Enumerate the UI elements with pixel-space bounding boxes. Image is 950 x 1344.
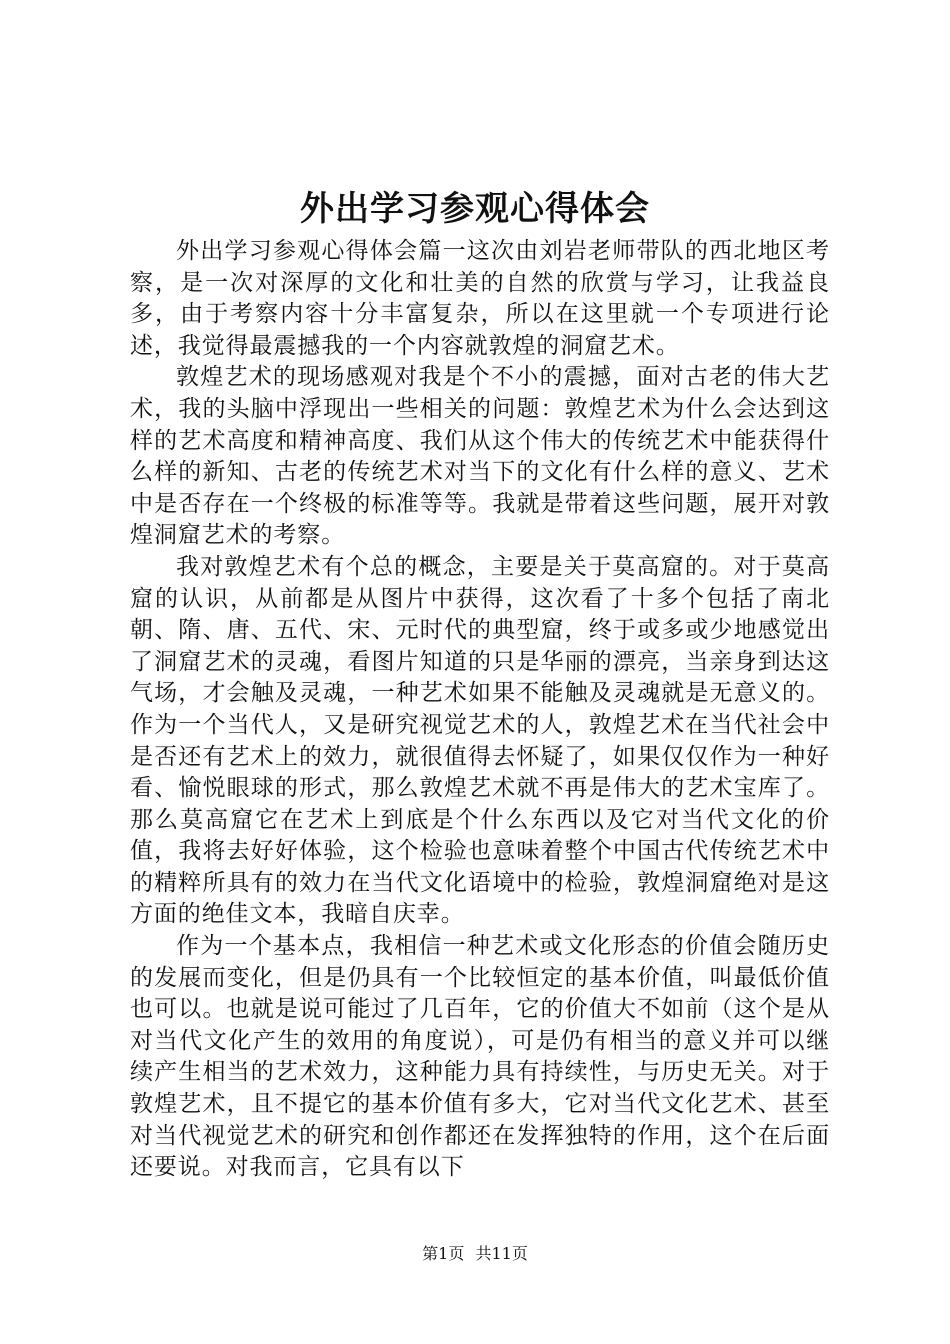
page-footer	[0, 1243, 950, 1265]
page-total: 共11页	[475, 1244, 528, 1263]
document-title: 外出学习参观心得体会	[300, 189, 650, 229]
document-body	[130, 236, 830, 1184]
paragraph-2: 敦煌艺术的现场感观对我是个不小的震撼，面对古老的伟大艺术，我的头脑中浮现出一些相关的问题：敦煌艺术为什么会达到这样的艺术高度和精神高度、我们从这个伟大的传统艺术中能获得什么样的新知、古老的传统艺术对当下的文化有什么样的意义、艺术中是否存在一个终极的标准等等。我就是带着这些问题，展开对敦煌洞窟艺术的考察。	[130, 364, 830, 549]
paragraph-3: 我对敦煌艺术有个总的概念，主要是关于莫高窟的。对于莫高窟的认识，从前都是从图片中获得，这次看了十多个包括了南北朝、隋、唐、五代、宋、元时代的典型窟，终于或多或少地感觉出了洞窟艺术的灵魂，看图片知道的只是华丽的漂亮，当亲身到达这气场，才会触及灵魂，一种艺术如果不能触及灵魂就是无意义的。作为一个当代人，又是研究视觉艺术的人，敦煌艺术在当代社会中是否还有艺术上的效力，就很值得去怀疑了，如果仅仅作为一种好看、愉悦眼球的形式，那么敦煌艺术就不再是伟大的艺术宝库了。那么莫高窟它在艺术上到底是个什么东西以及它对当代文化的价值，我将去好好体验，这个检验也意味着整个中国古代传统艺术中的精粹所具有的效力在当代文化语境中的检验，敦煌洞窟绝对是这方面的绝佳文本，我暗自庆幸。	[130, 553, 830, 928]
page-number: 第1页	[422, 1244, 465, 1263]
paragraph-1: 外出学习参观心得体会篇一这次由刘岩老师带队的西北地区考察，是一次对深厚的文化和壮美的自然的欣赏与学习，让我益良多，由于考察内容十分丰富复杂，所以在这里就一个专项进行论述，我觉得最震撼我的一个内容就敦煌的洞窟艺术。	[130, 238, 830, 359]
paragraph-4: 作为一个基本点，我相信一种艺术或文化形态的价值会随历史的发展而变化，但是仍具有一个比较恒定的基本价值，叫最低价值也可以。也就是说可能过了几百年，它的价值大不如前（这个是从对当代文化产生的效用的角度说），可是仍有相当的意义并可以继续产生相当的艺术效力，这种能力具有持续性，与历史无关。对于敦煌艺术，且不提它的基本价值有多大，它对当代文化艺术、甚至对当代视觉艺术的研究和创作都还在发挥独特的作用，这个在后面还要说。对我而言，它具有以下	[130, 933, 830, 1181]
